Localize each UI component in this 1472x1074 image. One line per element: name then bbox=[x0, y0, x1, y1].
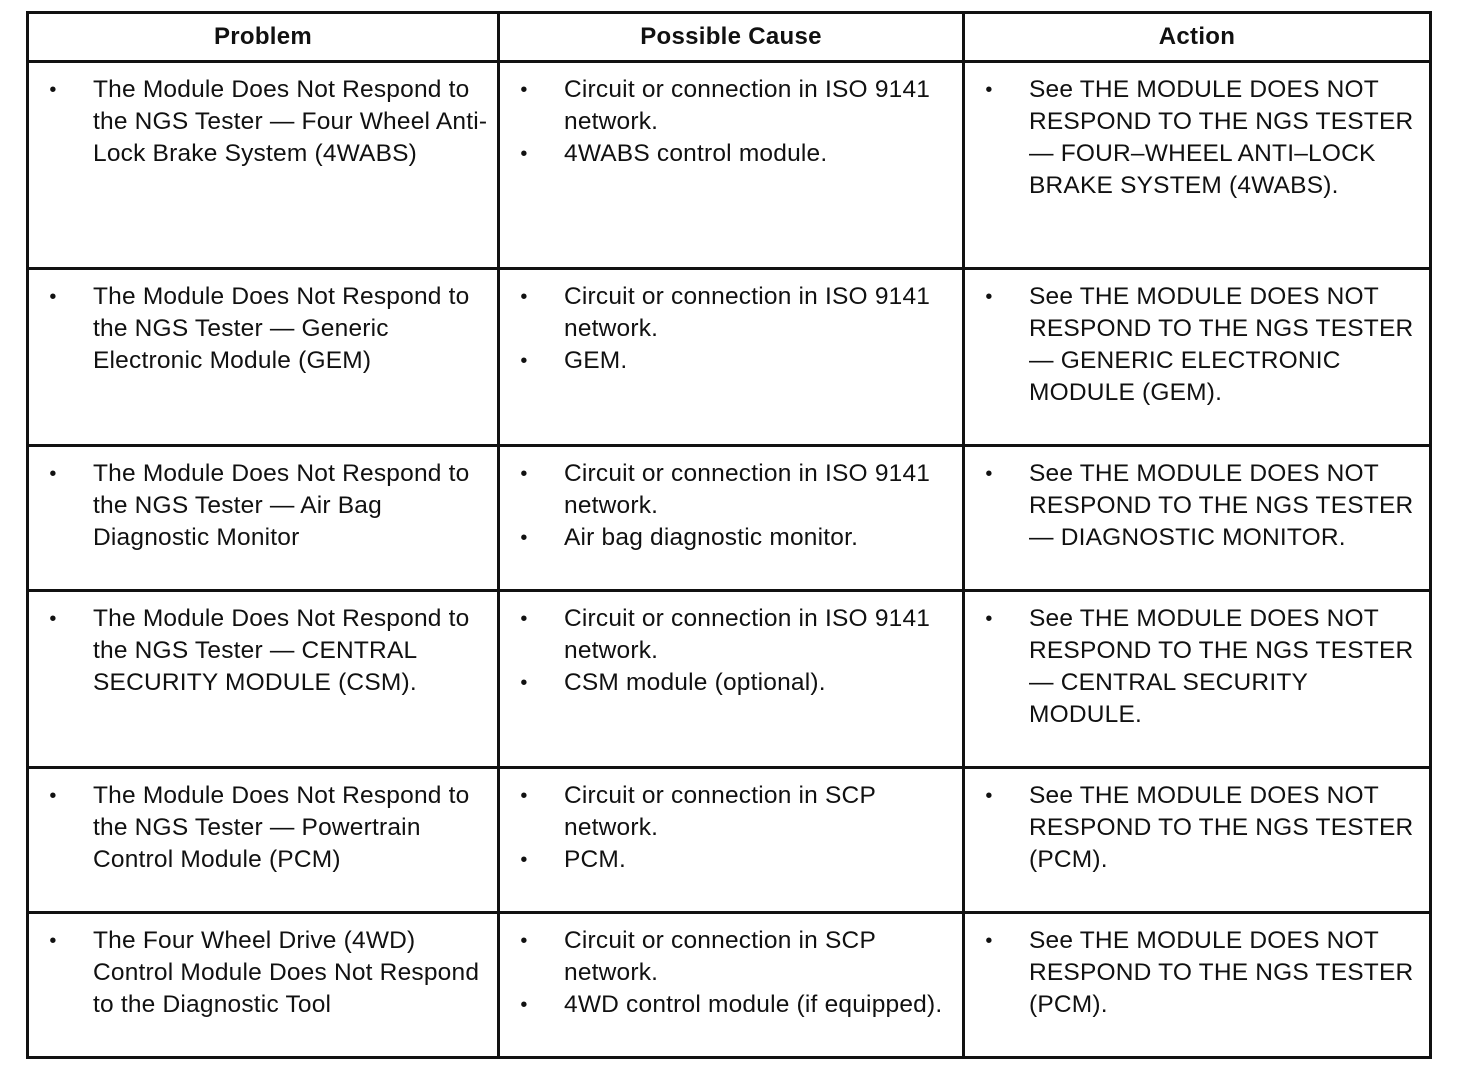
bullet-icon: • bbox=[520, 849, 528, 871]
cause-text: PCM. bbox=[564, 846, 627, 873]
header-possible-cause: Possible Cause bbox=[499, 13, 964, 62]
bullet-icon: • bbox=[520, 350, 528, 372]
bullet-icon: • bbox=[985, 785, 993, 807]
bullet-icon: • bbox=[985, 930, 993, 952]
bullet-icon: • bbox=[520, 608, 528, 630]
table-row bbox=[28, 269, 1431, 446]
bullet-icon: • bbox=[49, 286, 57, 308]
cause-item bbox=[500, 74, 954, 138]
bullet-icon: • bbox=[520, 672, 528, 694]
table-row bbox=[28, 62, 1431, 269]
cause-cell bbox=[499, 62, 964, 269]
action-item bbox=[965, 780, 1421, 876]
diagnostic-table bbox=[26, 11, 1432, 1059]
bullet-icon: • bbox=[49, 79, 57, 101]
cause-text: Circuit or connection in ISO 9141 network. bbox=[564, 283, 931, 342]
action-item bbox=[965, 281, 1421, 409]
cause-cell bbox=[499, 269, 964, 446]
header-action: Action bbox=[964, 13, 1431, 62]
cause-cell bbox=[499, 591, 964, 768]
cause-item bbox=[500, 844, 954, 876]
cause-cell bbox=[499, 913, 964, 1058]
cause-cell bbox=[499, 446, 964, 591]
action-item bbox=[965, 925, 1421, 1021]
problem-text: The Module Does Not Respond to the NGS Tester — CENTRAL SECURITY MODULE (CSM). bbox=[93, 605, 470, 696]
problem-text: The Module Does Not Respond to the NGS Tester — Air Bag Diagnostic Monitor bbox=[93, 460, 470, 551]
problem-text: The Four Wheel Drive (4WD) Control Module Does Not Respond to the Diagnostic Tool bbox=[93, 927, 480, 1018]
action-text: See THE MODULE DOES NOT RESPOND TO THE NGS TESTER — DIAGNOSTIC MONITOR. bbox=[1029, 460, 1414, 551]
cause-text: Air bag diagnostic monitor. bbox=[564, 524, 859, 551]
bullet-icon: • bbox=[985, 286, 993, 308]
bullet-icon: • bbox=[520, 785, 528, 807]
problem-item bbox=[29, 458, 489, 554]
bullet-icon: • bbox=[520, 79, 528, 101]
table-row bbox=[28, 446, 1431, 591]
header-problem: Problem bbox=[28, 13, 499, 62]
action-cell bbox=[964, 913, 1431, 1058]
cause-item bbox=[500, 603, 954, 667]
cause-item bbox=[500, 522, 954, 554]
cause-text: CSM module (optional). bbox=[564, 669, 826, 696]
action-cell bbox=[964, 446, 1431, 591]
table-row bbox=[28, 768, 1431, 913]
table-row bbox=[28, 591, 1431, 768]
problem-cell bbox=[28, 591, 499, 768]
action-cell bbox=[964, 62, 1431, 269]
cause-item bbox=[500, 780, 954, 844]
cause-text: Circuit or connection in SCP network. bbox=[564, 927, 876, 986]
action-text: See THE MODULE DOES NOT RESPOND TO THE NGS TESTER — FOUR–WHEEL ANTI–LOCK BRAKE SYSTEM (4WABS). bbox=[1029, 76, 1414, 199]
action-text: See THE MODULE DOES NOT RESPOND TO THE NGS TESTER (PCM). bbox=[1029, 782, 1414, 873]
problem-item bbox=[29, 74, 489, 170]
bullet-icon: • bbox=[520, 463, 528, 485]
action-text: See THE MODULE DOES NOT RESPOND TO THE NGS TESTER (PCM). bbox=[1029, 927, 1414, 1018]
cause-text: 4WABS control module. bbox=[564, 140, 828, 167]
action-cell bbox=[964, 269, 1431, 446]
problem-item bbox=[29, 925, 489, 1021]
problem-cell bbox=[28, 913, 499, 1058]
cause-text: Circuit or connection in ISO 9141 network. bbox=[564, 605, 931, 664]
action-text: See THE MODULE DOES NOT RESPOND TO THE NGS TESTER — GENERIC ELECTRONIC MODULE (GEM). bbox=[1029, 283, 1414, 406]
action-cell bbox=[964, 768, 1431, 913]
action-item bbox=[965, 603, 1421, 731]
problem-text: The Module Does Not Respond to the NGS Tester — Generic Electronic Module (GEM) bbox=[93, 283, 470, 374]
bullet-icon: • bbox=[985, 79, 993, 101]
problem-item bbox=[29, 281, 489, 377]
cause-item bbox=[500, 281, 954, 345]
cause-text: 4WD control module (if equipped). bbox=[564, 991, 943, 1018]
problem-cell bbox=[28, 269, 499, 446]
bullet-icon: • bbox=[520, 994, 528, 1016]
cause-item bbox=[500, 925, 954, 989]
problem-text: The Module Does Not Respond to the NGS Tester — Four Wheel Anti-Lock Brake System (4WABS) bbox=[93, 76, 488, 167]
header-row bbox=[28, 13, 1431, 62]
action-cell bbox=[964, 591, 1431, 768]
action-text: See THE MODULE DOES NOT RESPOND TO THE NGS TESTER — CENTRAL SECURITY MODULE. bbox=[1029, 605, 1414, 728]
action-item bbox=[965, 74, 1421, 202]
cause-text: Circuit or connection in ISO 9141 network. bbox=[564, 76, 931, 135]
problem-cell bbox=[28, 62, 499, 269]
bullet-icon: • bbox=[520, 143, 528, 165]
cause-cell bbox=[499, 768, 964, 913]
cause-item bbox=[500, 667, 954, 699]
bullet-icon: • bbox=[520, 930, 528, 952]
bullet-icon: • bbox=[985, 608, 993, 630]
bullet-icon: • bbox=[985, 463, 993, 485]
problem-item bbox=[29, 603, 489, 699]
bullet-icon: • bbox=[49, 608, 57, 630]
problem-cell bbox=[28, 768, 499, 913]
bullet-icon: • bbox=[49, 785, 57, 807]
bullet-icon: • bbox=[49, 930, 57, 952]
cause-item bbox=[500, 345, 954, 377]
action-item bbox=[965, 458, 1421, 554]
cause-text: Circuit or connection in SCP network. bbox=[564, 782, 876, 841]
cause-item bbox=[500, 138, 954, 170]
problem-cell bbox=[28, 446, 499, 591]
bullet-icon: • bbox=[520, 286, 528, 308]
cause-item bbox=[500, 458, 954, 522]
cause-item bbox=[500, 989, 954, 1021]
problem-item bbox=[29, 780, 489, 876]
cause-text: Circuit or connection in ISO 9141 network. bbox=[564, 460, 931, 519]
bullet-icon: • bbox=[49, 463, 57, 485]
bullet-icon: • bbox=[520, 527, 528, 549]
problem-text: The Module Does Not Respond to the NGS Tester — Powertrain Control Module (PCM) bbox=[93, 782, 470, 873]
cause-text: GEM. bbox=[564, 347, 628, 374]
table-row bbox=[28, 913, 1431, 1058]
